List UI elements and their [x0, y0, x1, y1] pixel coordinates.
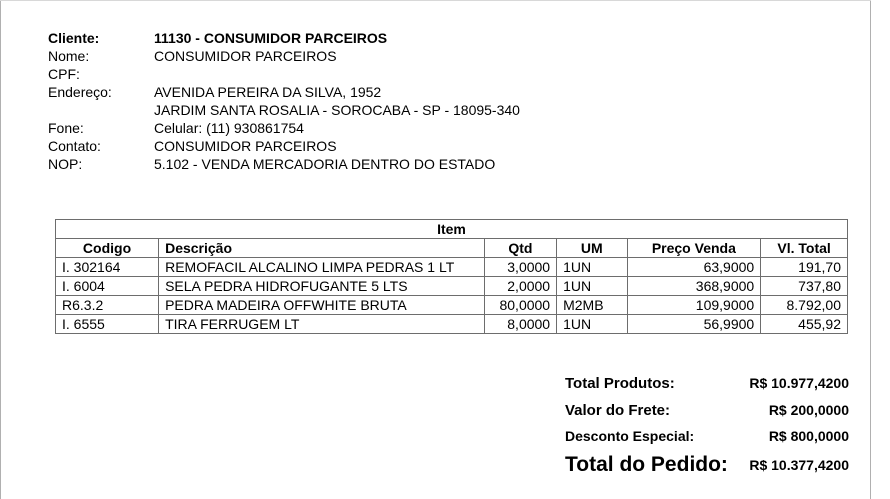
table-row	[56, 277, 848, 296]
cell-um: 1UN	[557, 258, 627, 277]
desconto-especial-label: Desconto Especial:	[565, 428, 695, 444]
valor-frete-value: R$ 200,0000	[768, 402, 849, 418]
contato-value: CONSUMIDOR PARCEIROS	[154, 138, 337, 154]
items-header-row	[56, 239, 848, 258]
endereco-label: Endereço:	[48, 84, 112, 100]
cell-qtd: 3,0000	[484, 258, 556, 277]
total-pedido-value: R$ 10.377,4200	[749, 457, 849, 473]
cell-descricao: SELA PEDRA HIDROFUGANTE 5 LTS	[159, 277, 485, 296]
header-um: UM	[557, 239, 627, 258]
items-caption-row	[56, 220, 848, 239]
nome-label: Nome:	[48, 48, 90, 64]
header-descricao: Descrição	[159, 239, 485, 258]
cell-preco: 109,9000	[627, 296, 761, 315]
cell-qtd: 8,0000	[484, 315, 556, 334]
nop-value: 5.102 - VENDA MERCADORIA DENTRO DO ESTADO	[154, 156, 496, 172]
header-qtd: Qtd	[484, 239, 556, 258]
fone-value: Celular: (11) 930861754	[154, 120, 304, 136]
cell-codigo: I. 6555	[56, 315, 159, 334]
nome-value: CONSUMIDOR PARCEIROS	[154, 48, 337, 64]
total-pedido-label: Total do Pedido:	[565, 453, 728, 476]
endereco-line1: AVENIDA PEREIRA DA SILVA, 1952	[154, 84, 382, 100]
cpf-label: CPF:	[48, 66, 80, 82]
cell-um: 1UN	[557, 315, 627, 334]
cell-codigo: I. 302164	[56, 258, 159, 277]
cell-total: 8.792,00	[761, 296, 848, 315]
header-vl-total: Vl. Total	[761, 239, 848, 258]
cell-preco: 63,9000	[627, 258, 761, 277]
nop-label: NOP:	[48, 156, 83, 172]
header-codigo: Codigo	[56, 239, 159, 258]
cell-total: 191,70	[761, 258, 848, 277]
total-produtos-value: R$ 10.977,4200	[749, 375, 849, 391]
cell-descricao: REMOFACIL ALCALINO LIMPA PEDRAS 1 LT	[159, 258, 485, 277]
endereco-line2: JARDIM SANTA ROSALIA - SOROCABA - SP - 18095-340	[154, 102, 520, 118]
cell-total: 455,92	[761, 315, 848, 334]
cell-preco: 56,9900	[627, 315, 761, 334]
cell-qtd: 2,0000	[484, 277, 556, 296]
items-caption: Item	[56, 220, 848, 239]
cliente-label: Cliente:	[48, 30, 100, 46]
items-table	[55, 219, 848, 334]
cell-total: 737,80	[761, 277, 848, 296]
cell-codigo: I. 6004	[56, 277, 159, 296]
cell-um: M2MB	[557, 296, 627, 315]
page-border-left	[0, 0, 1, 499]
desconto-especial-value: R$ 800,0000	[768, 428, 849, 444]
cell-preco: 368,9000	[627, 277, 761, 296]
cell-codigo: R6.3.2	[56, 296, 159, 315]
cliente-value: 11130 - CONSUMIDOR PARCEIROS	[154, 30, 388, 46]
table-row	[56, 315, 848, 334]
page-border-top	[0, 0, 871, 1]
cell-descricao: TIRA FERRUGEM LT	[159, 315, 485, 334]
fone-label: Fone:	[48, 120, 84, 136]
table-row	[56, 258, 848, 277]
header-preco-venda: Preço Venda	[627, 239, 761, 258]
cell-um: 1UN	[557, 277, 627, 296]
valor-frete-label: Valor do Frete:	[565, 402, 671, 419]
cell-qtd: 80,0000	[484, 296, 556, 315]
cell-descricao: PEDRA MADEIRA OFFWHITE BRUTA	[159, 296, 485, 315]
total-produtos-label: Total Produtos:	[565, 375, 675, 392]
contato-label: Contato:	[48, 138, 101, 154]
page-border-right	[870, 0, 871, 499]
table-row	[56, 296, 848, 315]
